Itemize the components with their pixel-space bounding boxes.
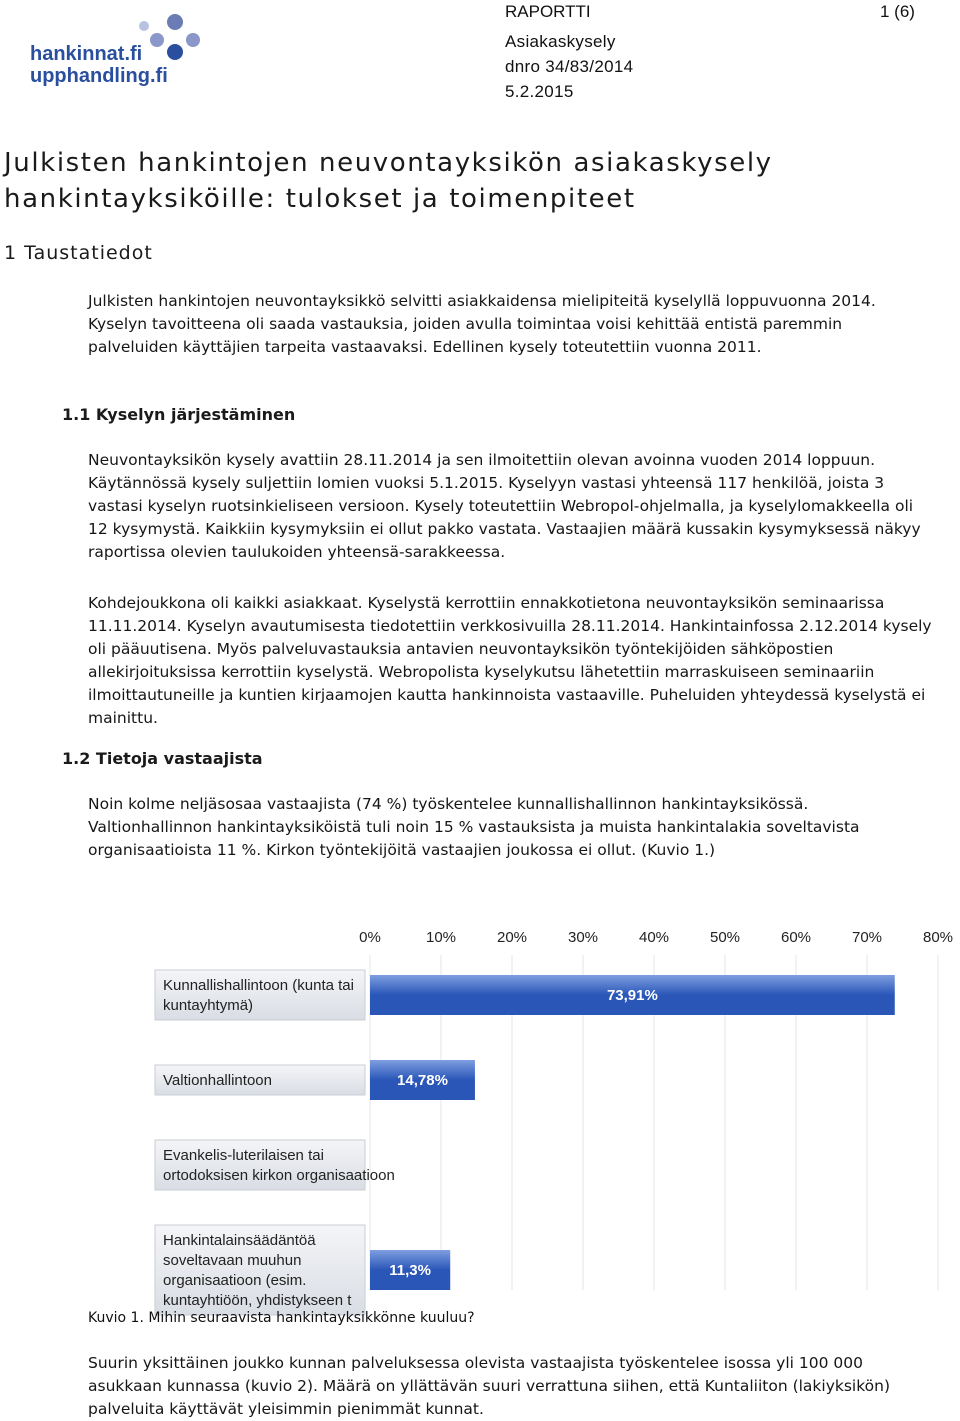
tick-label: 60%: [780, 929, 812, 946]
section1-paragraph: [88, 290, 933, 359]
doc-dnro: dnro 34/83/2014: [505, 57, 634, 76]
section1-2-paragraph1: [88, 793, 933, 862]
value-label: 14,78%: [397, 1072, 448, 1089]
tick-label: 50%: [709, 929, 741, 946]
section1-2-text1: Noin kolme neljäsosaa vastaajista (74 %) työskentelee kunnallishallinnon hankintayksikössä. Valtionhallinnon hankintayksiköistä tuli noin 15 % vastauksista ja muista hankintalakia soveltavista organisaatioista 11 %. Kirkon työntekijöitä vastaajien joukossa ei ollut. (Kuvio 1.): [88, 795, 860, 859]
tick-label: 10%: [425, 929, 457, 946]
doc-type: RAPORTTI: [505, 2, 591, 21]
category-label: soveltavaan muuhun: [163, 1252, 302, 1269]
doc-subtitle: Asiakaskysely: [505, 32, 616, 51]
section1-2-text2: Suurin yksittäinen joukko kunnan palveluksessa olevista vastaajista työskentelee isossa yli 100 000 asukkaan kunnassa (kuvio 2). Määrä on yllättävän suuri verrattuna siihen, että Kuntaliiton (lakiyksikön) palveluita käyttävät yleisimmin pienimmät kunnat.: [88, 1354, 891, 1418]
page-title-line1: Julkisten hankintojen neuvontayksikön asiakaskysely: [4, 148, 773, 178]
section-heading-1: 1 Taustatiedot: [4, 242, 153, 264]
bar-chart: [135, 925, 960, 1309]
category-label: Kunnallishallintoon (kunta tai: [163, 977, 354, 994]
tick-label: 70%: [851, 929, 883, 946]
section1-2-paragraph2: [88, 1352, 933, 1421]
section1-1-paragraph1: [88, 449, 933, 564]
category-label: kuntayhtymä): [163, 997, 254, 1014]
tick-label: 20%: [496, 929, 528, 946]
category-label: ortodoksisen kirkon organisaatioon: [163, 1167, 395, 1184]
tick-label: 30%: [567, 929, 599, 946]
category-label: organisaatioon (esim.: [163, 1272, 307, 1289]
section-heading-1-2: 1.2 Tietoja vastaajista: [62, 749, 263, 768]
value-label: 11,3%: [389, 1262, 431, 1279]
category-label: kuntayhtiöön, yhdistykseen t: [163, 1292, 352, 1309]
tick-label: 40%: [638, 929, 670, 946]
page-title-line2: hankintayksiköille: tulokset ja toimenpiteet: [4, 184, 636, 214]
section-heading-1-1: 1.1 Kyselyn järjestäminen: [62, 405, 296, 424]
section1-1-text1: Neuvontayksikön kysely avattiin 28.11.2014 ja sen ilmoitettiin olevan avoinna vuoden 2014 loppuun. Käytännössä kysely suljettiin lomien vuoksi 5.1.2015. Kyselyyn vastasi yhteensä 117 henkilöä, joista 3 vastasi kyselyn ruotsinkieliseen versioon. Kysely toteutettiin Webropol-ohjelmalla, ja kyselylomakkeella oli 12 kysymystä. Kaikkiin kysymyksiin ei ollut pakko vastata. Vastaajien määrä kussakin kysymyksessä näkyy raportissa olevien taulukoiden yhteensä-sarakkeessa.: [88, 451, 921, 561]
logo-line1: hankinnat.fi: [30, 43, 143, 65]
hankinnat-logo: [28, 8, 218, 88]
page-number: 1 (6): [880, 2, 915, 21]
tick-label: 0%: [359, 929, 381, 946]
logo-line2: upphandling.fi: [30, 65, 168, 87]
logo-emblem-icon: [139, 14, 200, 60]
category-label: Evankelis-luterilaisen tai: [163, 1147, 324, 1164]
category-label: Valtionhallintoon: [163, 1072, 272, 1089]
section1-1-text2: Kohdejoukkona oli kaikki asiakkaat. Kyselystä kerrottiin ennakkotietona neuvontayksikön seminaarissa 11.11.2014. Kyselyn avautumisesta tiedotettiin verkkosivuilla 28.11.2014. Hankintainfossa 2.12.2014 kysely oli pääuutisena. Myös palveluvastauksia antavien neuvontayksikön työntekijöiden sähköpostien allekirjoituksissa kerrottiin kyselystä. Webropolista kyselykutsu lähetettiin marraskuiseen seminaariin ilmoittautuneille ja kuntien kirjaamojen kautta hankinnoista vastaaville. Puheluiden yhteydessä kyselystä ei mainittu.: [88, 594, 932, 727]
section1-text: Julkisten hankintojen neuvontayksikkö selvitti asiakkaidensa mielipiteitä kyselyllä loppuvuonna 2014. Kyselyn tavoitteena oli saada vastauksia, joiden avulla toimintaa voisi kehittää entistä paremmin palveluiden käyttäjien tarpeita vastaavaksi. Edellinen kysely toteutettiin vuonna 2011.: [88, 292, 876, 356]
figure-caption: Kuvio 1. Mihin seuraavista hankintayksikkönne kuuluu?: [88, 1310, 475, 1326]
value-label: 73,91%: [606, 987, 658, 1004]
category-label: Hankintalainsäädäntöä: [163, 1232, 316, 1249]
tick-label: 80%: [922, 929, 954, 946]
section1-1-paragraph2: [88, 592, 933, 730]
doc-date: 5.2.2015: [505, 82, 574, 101]
